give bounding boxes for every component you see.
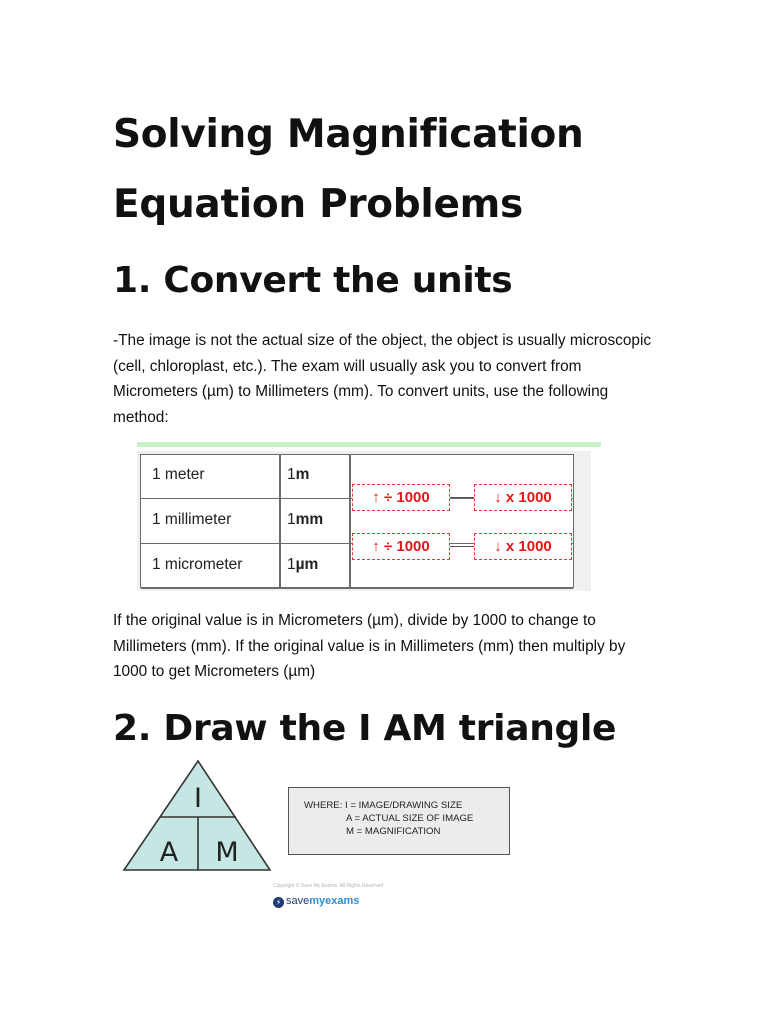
- logo-word-my: my: [309, 895, 326, 907]
- unit-name: 1 meter: [152, 466, 205, 483]
- highlight-bar: [137, 442, 601, 447]
- where-line-magnification: M = MAGNIFICATION: [346, 826, 441, 837]
- lightning-bolt-icon: ⚡: [273, 897, 284, 908]
- where-line-image: WHERE: I = IMAGE/DRAWING SIZE: [304, 800, 463, 811]
- unit-name: 1 millimeter: [152, 511, 232, 528]
- multiply-conversion-box: ↓ x 1000: [474, 484, 572, 511]
- logo-word-save: save: [286, 895, 310, 907]
- unit-conversion-figure: [137, 451, 591, 591]
- triangle-label-m: M: [215, 837, 239, 868]
- unit-symbol: [287, 556, 318, 574]
- unit-number: 1: [287, 466, 296, 483]
- unit-abbrev: m: [295, 466, 310, 483]
- save-my-exams-logo: [273, 894, 359, 908]
- unit-number: 1: [287, 556, 296, 573]
- logo-word-exams: exams: [325, 895, 360, 907]
- section-1-intro: -The image is not the actual size of the object, the object is usually microscopic (cell, chloroplast, etc.). The exam will usually ask you to convert from Micrometers (µm) to Millimeters (mm). To convert units, use the following method:: [113, 332, 652, 426]
- unit-symbol: [287, 466, 309, 484]
- iam-triangle: [113, 757, 283, 882]
- iam-triangle-figure: [113, 757, 521, 912]
- unit-abbrev: µm: [295, 556, 319, 573]
- triangle-label-i: I: [194, 783, 202, 814]
- connector-line: [450, 497, 474, 498]
- unit-table: [140, 454, 574, 588]
- divide-conversion-box: ↑ ÷ 1000: [352, 533, 450, 560]
- section-2-heading: 2. Draw the I AM triangle: [113, 708, 617, 749]
- where-line-actual: A = ACTUAL SIZE OF IMAGE: [346, 813, 474, 824]
- section-1-explanation: If the original value is in Micrometers (µm), divide by 1000 to change to Millimeters (mm). If the original value is in Millimeters (mm) then multiply by 1000 to get Micrometers (µm): [113, 612, 626, 680]
- multiply-conversion-box: ↓ x 1000: [474, 533, 572, 560]
- triangle-shape: [124, 761, 270, 870]
- unit-symbol: [287, 511, 323, 529]
- unit-abbrev: mm: [295, 511, 324, 528]
- where-legend-box: [288, 787, 510, 855]
- unit-number: 1: [287, 511, 296, 528]
- connector-line: [450, 546, 474, 547]
- unit-name: 1 micrometer: [152, 556, 243, 573]
- copyright-notice: Copyright © Save My Exams. All Rights Reserved: [273, 883, 384, 889]
- divide-conversion-box: ↑ ÷ 1000: [352, 484, 450, 511]
- document-title: Solving Magnification Equation Problems: [113, 112, 584, 227]
- triangle-label-a: A: [159, 837, 179, 868]
- section-1-heading: 1. Convert the units: [113, 260, 513, 301]
